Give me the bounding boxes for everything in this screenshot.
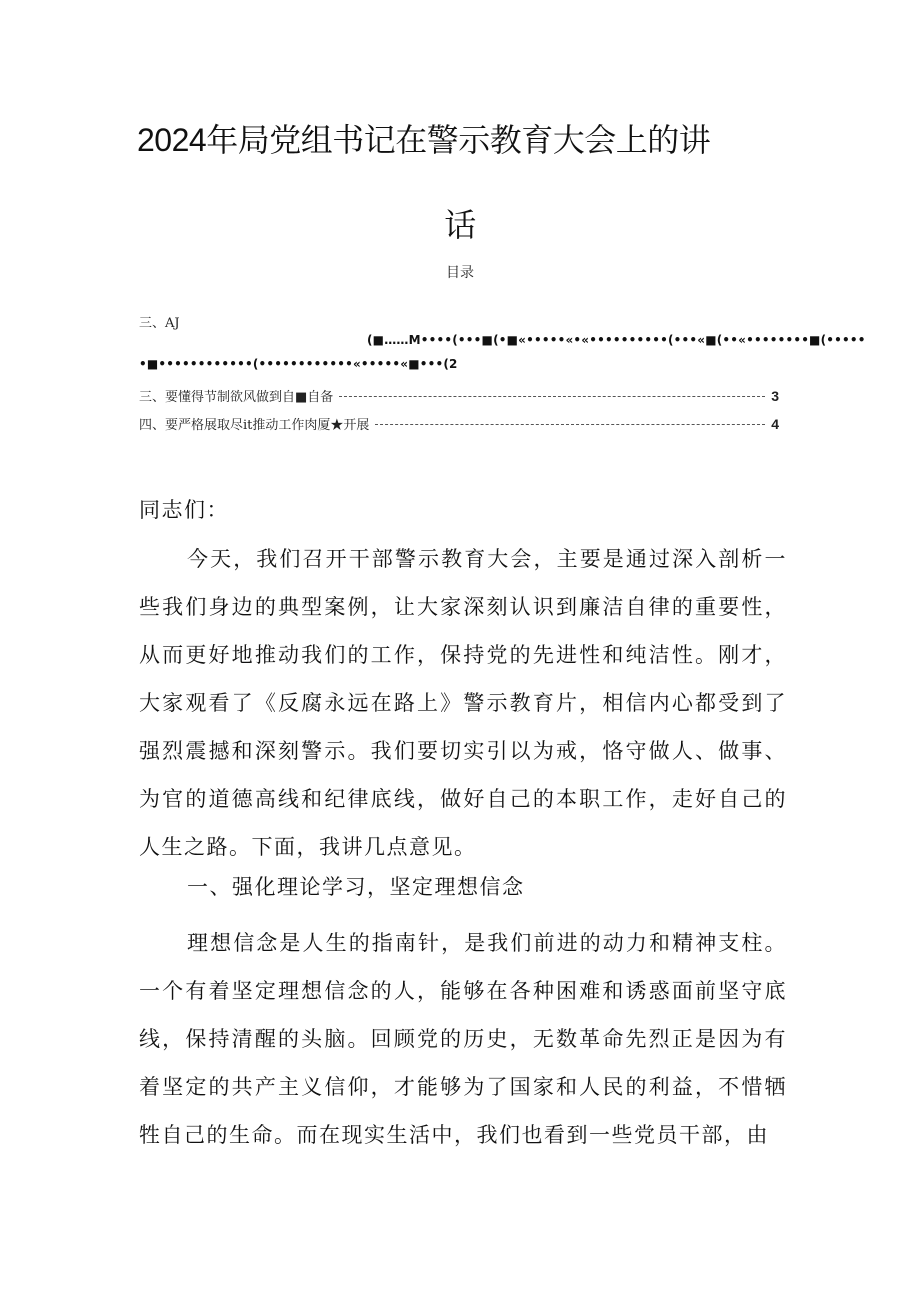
paragraph-intro: 今天，我们召开干部警示教育大会，主要是通过深入剖析一些我们身边的典型案例，让大家深刻认识到廉洁自律的重要性，从而更好地推动我们的工作，保持党的先进性和纯洁性。刚才，大家观看了《反腐永远在路上》警示教育片，相信内心都受到了强烈震撼和深刻警示。我们要切实引以为戒，恪守做人、做事、为官的道德高线和纪律底线，做好自己的本职工作，走好自己的人生之路。下面，我讲几点意见。	[139, 547, 787, 859]
toc-entry-page: 4	[771, 416, 779, 432]
toc-heading: 目录	[446, 265, 474, 281]
document-title-line1: 2024年局党组书记在警示教育大会上的讲	[137, 122, 711, 158]
toc-entry-label: 三、要懂得节制欲风做到自■自备	[139, 390, 334, 405]
toc-entry-label: 四、要严格展取尽it推动工作肉厦★开展	[139, 418, 370, 433]
toc-entry[interactable]	[139, 414, 779, 433]
section-heading-1: 一、强化理论学习，坚定理想信念	[187, 875, 525, 899]
toc-entry-page: 3	[771, 388, 779, 404]
toc-garbled-line-1: (■……M••••(•••■(•■«•••••«•«••••••••••(•••«■(••«••••••••■(•••••	[367, 333, 866, 347]
toc-leader	[375, 424, 765, 425]
toc-garbled-line-2: •■••••••••••••(••••••••••••«•••••«■•••(2	[139, 357, 458, 371]
toc-entry-garbled: 三、AJ	[139, 316, 180, 331]
salutation: 同志们：	[139, 498, 229, 522]
paragraph-ideals: 理想信念是人生的指南针，是我们前进的动力和精神支柱。一个有着坚定理想信念的人，能够在各种困难和诱惑面前坚守底线，保持清醒的头脑。回顾党的历史，无数革命先烈正是因为有着坚定的共产主义信仰，才能够为了国家和人民的利益，不惜牺牲自己的生命。而在现实生活中，我们也看到一些党员干部，由	[139, 931, 787, 1147]
toc-entry[interactable]	[139, 386, 779, 405]
toc-leader	[339, 396, 765, 397]
document-title-line2: 话	[444, 207, 476, 243]
